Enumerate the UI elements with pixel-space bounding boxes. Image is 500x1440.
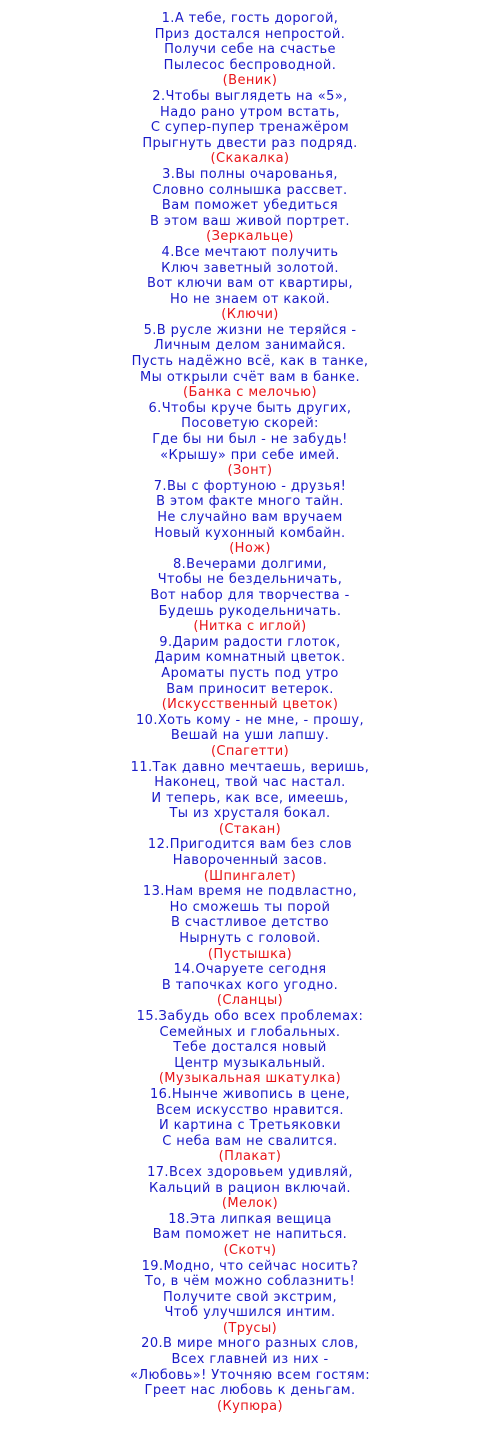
verse-line: Будешь рукодельничать. — [158, 603, 342, 619]
verse-line: В этом факте много тайн. — [156, 494, 344, 510]
verse-block — [0, 479, 500, 557]
verse-block — [0, 837, 500, 884]
verse-line: Вам поможет убедиться — [161, 198, 339, 214]
verse-line: Где бы ни был - не забудь! — [152, 432, 348, 448]
gift-answer: (Зонт) — [227, 463, 273, 479]
verse-line: 16.Нынче живопись в цене, — [150, 1086, 350, 1102]
verse-line: 6.Чтобы круче быть других, — [148, 400, 352, 416]
gift-answer: (Банка с мелочью) — [183, 385, 317, 401]
gift-answer: (Мелок) — [221, 1196, 279, 1212]
verse-line: Мы открыли счёт вам в банке. — [140, 369, 360, 385]
verse-line: Центр музыкальный. — [174, 1055, 326, 1071]
verse-block — [0, 1165, 500, 1212]
verse-line: Всех главней из них - — [171, 1352, 329, 1368]
gift-answer: (Сланцы) — [216, 993, 284, 1009]
gift-answer: (Веник) — [222, 73, 278, 89]
verse-line: Греет нас любовь к деньгам. — [144, 1383, 356, 1399]
verse-line: Приз достался непростой. — [154, 26, 346, 42]
verse-block — [0, 245, 500, 323]
verse-line: Тебе достался новый — [173, 1040, 327, 1056]
verse-line: 9.Дарим радости глоток, — [159, 634, 341, 650]
verse-line: 12.Пригодится вам без слов — [147, 837, 353, 853]
verse-block — [0, 401, 500, 479]
verse-line: 13.Нам время не подвластно, — [142, 884, 358, 900]
verse-line: Семейных и глобальных. — [159, 1024, 341, 1040]
verse-line: В счастливое детство — [171, 915, 329, 931]
verse-line: Навороченный засов. — [172, 853, 328, 869]
verse-line: 15.Забудь обо всех проблемах: — [136, 1009, 364, 1024]
verse-line: Личным делом занимайся. — [153, 338, 347, 354]
gift-answer: (Купюра) — [217, 1398, 283, 1414]
verse-line: «Любовь»! Уточняю всем гостям: — [129, 1367, 371, 1383]
verse-line: Получите свой экстрим, — [162, 1289, 338, 1305]
verse-block — [0, 1259, 500, 1337]
verse-line: 8.Вечерами долгими, — [172, 556, 328, 572]
verse-block — [0, 760, 500, 838]
verse-block — [0, 11, 500, 89]
verse-block — [0, 884, 500, 962]
verse-line: Надо рано утром встать, — [160, 104, 340, 120]
gift-answer: (Шпингалет) — [203, 868, 297, 884]
gift-answer: (Нож) — [229, 541, 271, 557]
gift-answer: (Спагетти) — [210, 743, 290, 759]
verse-block — [0, 1087, 500, 1165]
verse-line: 5.В русле жизни не теряйся - — [143, 322, 357, 338]
verse-block — [0, 89, 500, 167]
verse-line: Ключ заветный золотой. — [161, 260, 339, 276]
verse-line: Пылесос беспроводной. — [163, 57, 337, 73]
verse-line: В тапочках кого угодно. — [161, 977, 339, 993]
verse-block — [0, 557, 500, 635]
gift-answer: (Стакан) — [218, 821, 282, 837]
verse-block — [0, 323, 500, 401]
verse-line: Наконец, твой час настал. — [154, 775, 346, 791]
verse-line: То, в чём можно соблазнить! — [144, 1274, 356, 1290]
verse-line: 1.А тебе, гость дорогой, — [161, 11, 339, 26]
verse-line: 11.Так давно мечтаешь, веришь, — [130, 759, 370, 775]
verse-line: Но не знаем от какой. — [169, 291, 331, 307]
verse-line: Всем искусство нравится. — [156, 1102, 344, 1118]
verse-block — [0, 713, 500, 760]
verse-block — [0, 1009, 500, 1087]
verse-line: 2.Чтобы выглядеть на «5», — [152, 88, 348, 104]
verse-block — [0, 962, 500, 1009]
verse-line: Кальций в рацион включай. — [149, 1180, 351, 1196]
verse-line: Но сможешь ты порой — [169, 899, 331, 915]
verse-line: Чтоб улучшился интим. — [164, 1305, 336, 1321]
verse-line: Новый кухонный комбайн. — [154, 525, 346, 541]
verse-line: С неба вам не свалится. — [162, 1133, 338, 1149]
verse-line: И картина с Третьяковки — [158, 1118, 342, 1134]
verse-block — [0, 167, 500, 245]
verse-line: 14.Очаруете сегодня — [173, 962, 327, 978]
gift-answer: (Нитка с иглой) — [193, 619, 307, 635]
verse-line: Получи себе на счастье — [164, 42, 336, 58]
verse-line: 3.Вы полны очарованья, — [162, 166, 338, 182]
verse-line: 18.Эта липкая вещица — [168, 1211, 332, 1227]
gift-answer: (Скакалка) — [210, 151, 290, 167]
gift-answer: (Трусы) — [222, 1320, 278, 1336]
gift-answer: (Музыкальная шкатулка) — [158, 1071, 342, 1087]
verse-line: «Крышу» при себе имей. — [160, 447, 340, 463]
gift-answer: (Скотч) — [223, 1242, 277, 1258]
gift-answer: (Ключи) — [221, 307, 279, 323]
verse-line: Вот набор для творчества - — [150, 587, 350, 603]
verse-line: 19.Модно, что сейчас носить? — [141, 1258, 359, 1274]
verse-line: Вот ключи вам от квартиры, — [147, 276, 353, 292]
verse-block — [0, 1212, 500, 1259]
verse-line: В этом ваш живой портрет. — [150, 213, 350, 229]
verse-line: С супер-пупер тренажёром — [150, 120, 350, 136]
verse-line: Пусть надёжно всё, как в танке, — [131, 354, 369, 370]
verse-line: Посоветую скорей: — [181, 416, 319, 432]
gift-answer: (Плакат) — [218, 1149, 282, 1165]
verse-line: 7.Вы с фортуною - друзья! — [153, 478, 347, 494]
verse-line: Не случайно вам вручаем — [157, 510, 343, 525]
verse-line: Дарим комнатный цветок. — [154, 650, 346, 666]
verse-line: 17.Всех здоровьем удивляй, — [147, 1164, 353, 1180]
verse-line: 10.Хоть кому - не мне, - прошу, — [135, 712, 364, 728]
verse-line: Чтобы не бездельничать, — [157, 572, 343, 588]
gift-answer: (Пустышка) — [207, 946, 293, 962]
verse-line: Прыгнуть двести раз подряд. — [142, 135, 358, 151]
verse-line: Вам поможет не напиться. — [152, 1227, 348, 1243]
verse-block — [0, 635, 500, 713]
verse-block — [0, 1336, 500, 1414]
verse-line: 4.Все мечтают получить — [161, 244, 339, 260]
verse-line: Вешай на уши лапшу. — [170, 728, 330, 744]
gift-answer: (Искусственный цветок) — [161, 697, 339, 713]
verse-line: Нырнуть с головой. — [179, 931, 321, 947]
verse-line: 20.В мире много разных слов, — [141, 1336, 359, 1352]
gift-answer: (Зеркальце) — [206, 229, 294, 245]
verse-line: Вам приносит ветерок. — [166, 681, 334, 697]
verse-line: И теперь, как все, имеешь, — [151, 790, 349, 806]
verse-line: Словно солнышка рассвет. — [152, 182, 348, 198]
verse-line: Ты из хрусталя бокал. — [169, 806, 331, 822]
verse-line: Ароматы пусть под утро — [161, 665, 339, 681]
